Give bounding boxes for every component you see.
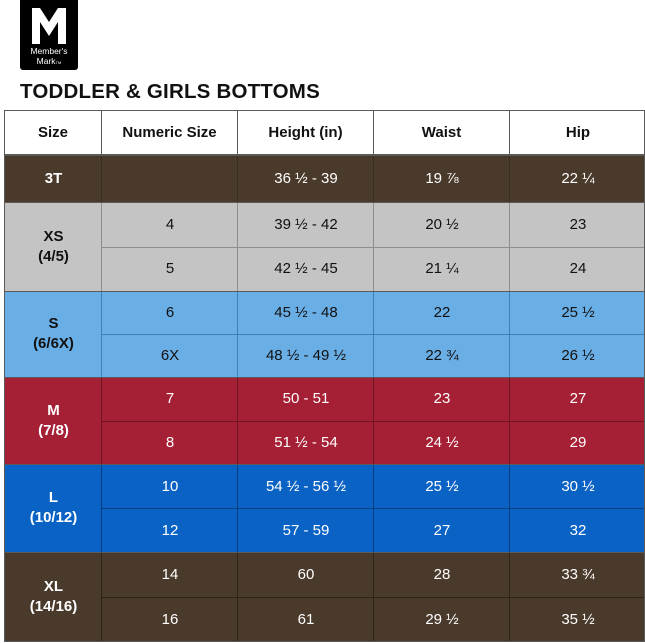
waist-cell: 22 — [433, 304, 451, 321]
trademark-symbol: TM — [55, 60, 62, 65]
waist-cell: 24 ½ — [425, 433, 459, 451]
column-divider — [237, 552, 238, 642]
logo-text-line2-word: Mark — [36, 56, 56, 66]
size-group-m — [5, 377, 645, 464]
waist-cell: 28 — [433, 566, 451, 583]
hip-cell: 32 — [569, 521, 587, 539]
column-divider — [509, 155, 510, 202]
hip-cell: 25 ½ — [561, 304, 595, 321]
height-cell: 42 ½ - 45 — [274, 260, 338, 278]
logo-text-line2 — [20, 57, 78, 67]
hip-cell: 27 — [569, 390, 587, 408]
waist-cell: 22 ¾ — [425, 347, 459, 364]
numeric-cell: 10 — [161, 477, 179, 495]
size-code: XS — [43, 227, 64, 245]
column-divider — [101, 155, 102, 202]
group-divider — [5, 291, 645, 292]
column-divider — [237, 291, 238, 377]
size-code: M — [47, 401, 60, 419]
group-divider — [5, 155, 645, 156]
waist-cell: 25 ½ — [425, 477, 459, 495]
size-range: (6/6X) — [33, 335, 74, 352]
numeric-cell: 14 — [161, 566, 179, 583]
height-cell: 51 ½ - 54 — [274, 433, 338, 451]
height-cell: 60 — [297, 566, 315, 583]
waist-cell: 19 ⅞ — [425, 170, 459, 187]
numeric-cell: 8 — [165, 433, 175, 451]
size-group-s — [5, 291, 645, 377]
size-range: (4/5) — [38, 247, 69, 265]
column-divider — [509, 377, 510, 464]
column-divider — [237, 202, 238, 291]
column-divider — [237, 377, 238, 464]
column-divider — [101, 377, 102, 464]
table-header-row — [5, 111, 645, 155]
column-divider — [101, 464, 102, 552]
hip-cell: 24 — [569, 260, 587, 278]
column-divider — [373, 464, 374, 552]
group-divider — [5, 202, 645, 203]
page-title: TODDLER & GIRLS BOTTOMS — [20, 80, 320, 103]
members-mark-logo — [20, 0, 78, 70]
size-group-l — [5, 464, 645, 552]
column-divider — [509, 202, 510, 291]
height-cell: 61 — [297, 611, 315, 628]
column-divider — [373, 155, 374, 202]
hip-cell: 26 ½ — [561, 347, 595, 364]
header-waist: Waist — [374, 111, 510, 155]
size-range: (10/12) — [29, 509, 78, 526]
numeric-cell: 7 — [165, 390, 175, 408]
hip-cell: 35 ½ — [561, 611, 595, 628]
size-code: 3T — [44, 169, 63, 187]
waist-cell: 21 ¼ — [425, 260, 459, 278]
group-divider — [5, 464, 645, 465]
waist-cell: 27 — [433, 521, 451, 539]
column-divider — [101, 202, 102, 291]
numeric-cell: 12 — [161, 521, 179, 539]
column-divider — [373, 552, 374, 642]
height-cell: 36 ½ - 39 — [274, 170, 338, 187]
height-cell: 54 ½ - 56 ½ — [265, 477, 347, 495]
column-divider — [237, 155, 238, 202]
numeric-cell: 16 — [161, 611, 179, 628]
column-divider — [101, 291, 102, 377]
hip-cell: 23 — [569, 215, 587, 233]
height-cell: 57 - 59 — [282, 521, 330, 539]
size-group-xl — [5, 552, 645, 642]
group-divider — [5, 377, 645, 378]
brand-m-icon — [32, 8, 66, 44]
column-divider — [101, 552, 102, 642]
hip-cell: 33 ¾ — [561, 566, 595, 583]
numeric-cell: 5 — [165, 260, 175, 278]
waist-cell: 23 — [433, 390, 451, 408]
size-code: L — [48, 489, 59, 506]
height-cell: 45 ½ - 48 — [274, 304, 338, 321]
group-divider — [5, 552, 645, 553]
numeric-cell — [102, 155, 238, 202]
column-divider — [237, 464, 238, 552]
logo-text-line1: Member's — [30, 46, 68, 56]
height-cell: 50 - 51 — [282, 390, 330, 408]
column-divider — [509, 291, 510, 377]
waist-cell: 29 ½ — [425, 611, 459, 628]
size-group-3t — [5, 155, 645, 202]
size-code: S — [48, 315, 59, 332]
column-divider — [509, 552, 510, 642]
numeric-cell: 6 — [165, 304, 175, 321]
hip-cell: 30 ½ — [561, 477, 595, 495]
height-cell: 48 ½ - 49 ½ — [265, 347, 347, 364]
header-size: Size — [5, 111, 102, 155]
size-code: XL — [43, 578, 64, 595]
header-height: Height (in) — [238, 111, 374, 155]
size-chart-table — [4, 110, 645, 642]
size-range: (7/8) — [38, 421, 69, 439]
hip-cell: 29 — [569, 433, 587, 451]
column-divider — [373, 377, 374, 464]
column-divider — [509, 464, 510, 552]
column-divider — [373, 202, 374, 291]
header-hip: Hip — [565, 124, 591, 141]
numeric-cell: 6X — [160, 347, 180, 364]
size-group-xs — [5, 202, 645, 291]
numeric-cell: 4 — [165, 215, 175, 233]
column-divider — [373, 291, 374, 377]
hip-cell: 22 ¼ — [561, 170, 595, 187]
waist-cell: 20 ½ — [425, 215, 459, 233]
height-cell: 39 ½ - 42 — [274, 215, 338, 233]
size-range: (14/16) — [29, 598, 78, 615]
header-numeric-size: Numeric Size — [102, 111, 238, 155]
